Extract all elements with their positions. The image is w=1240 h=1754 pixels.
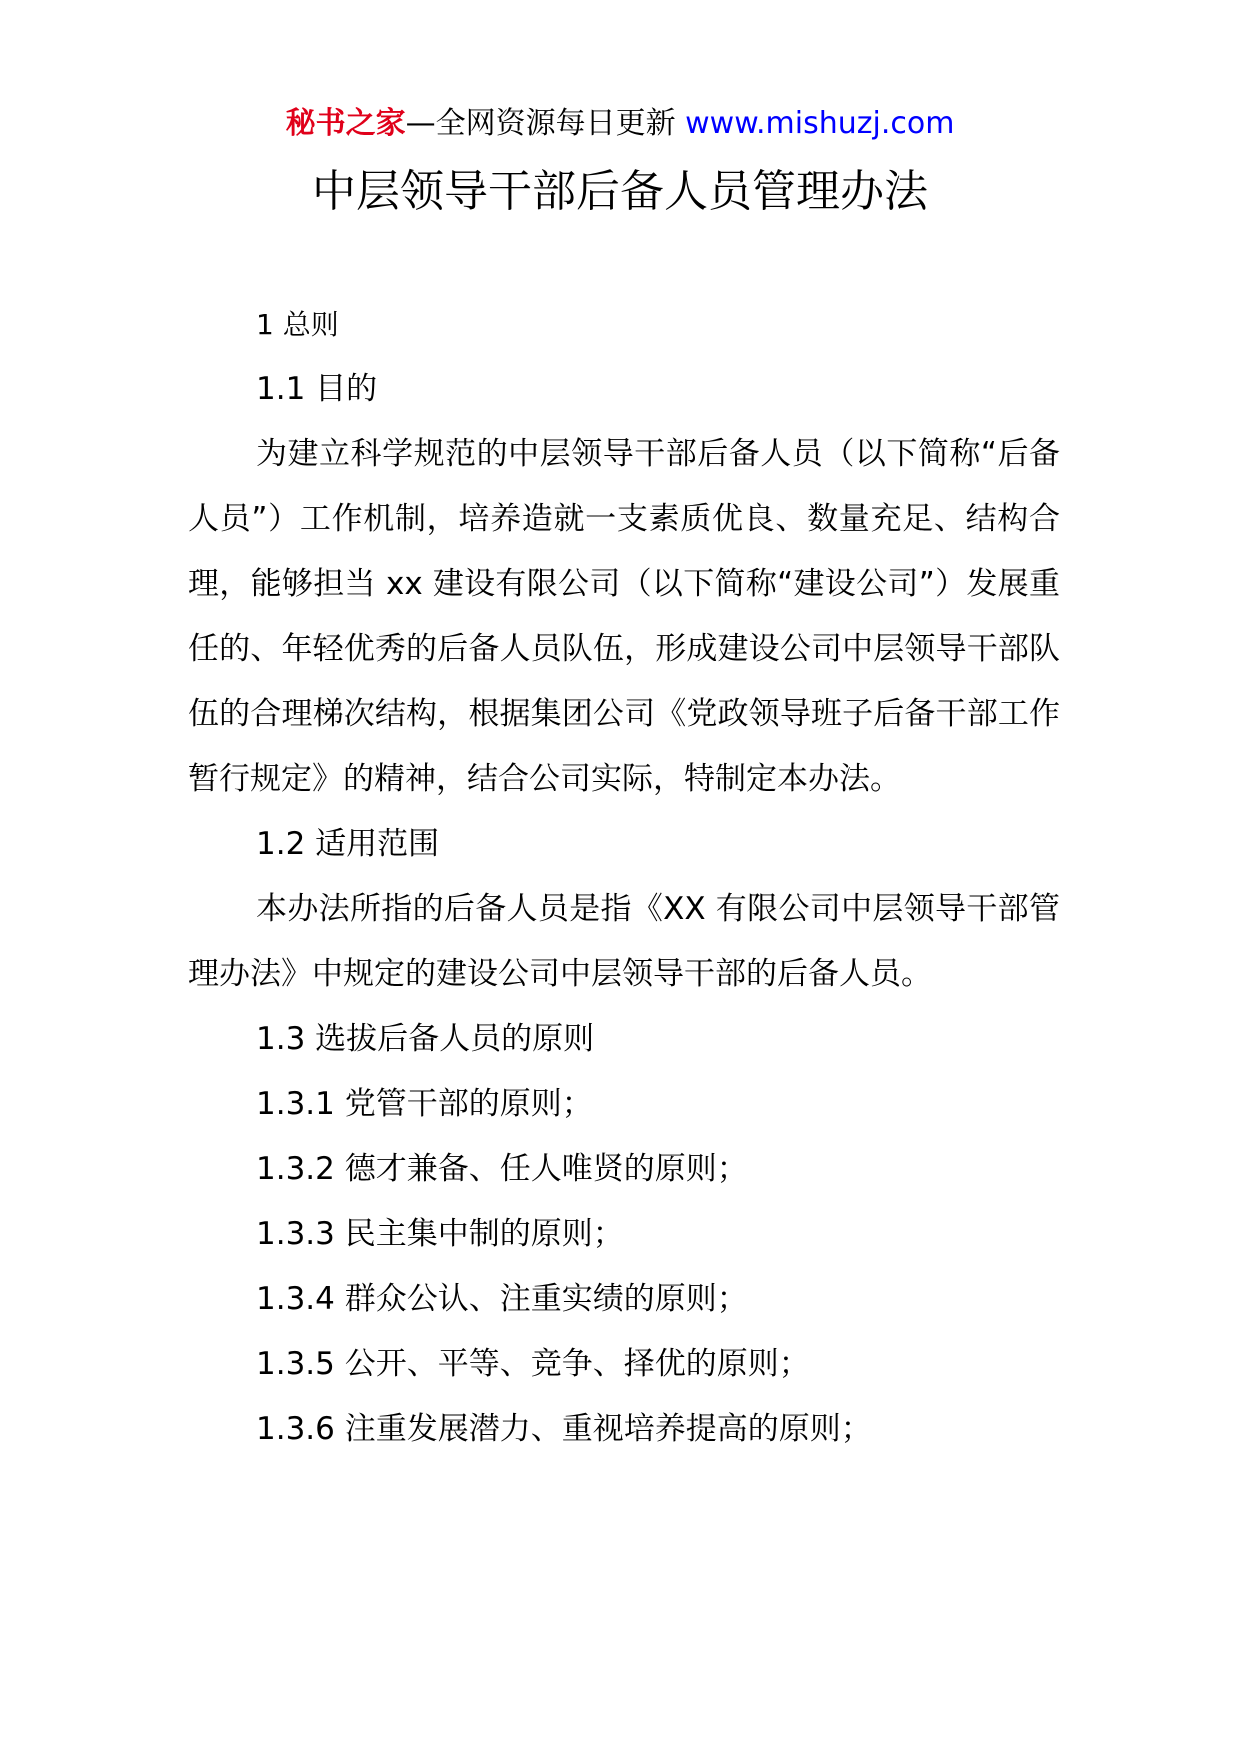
site-url-link[interactable]: www.mishuzj.com: [685, 106, 955, 141]
paragraph-purpose: 为建立科学规范的中层领导干部后备人员（以下简称“后备人员”）工作机制，培养造就一支素质优良、数量充足、结构合理，能够担当 xx 建设有限公司（以下简称“建设公司”）发展重任的、年轻优秀的后备人员队伍，形成建设公司中层领导干部队伍的合理梯次结构，根据集团公司《党政领导班子后备干部工作暂行规定》的精神，结合公司实际，特制定本办法。: [188, 436, 1060, 797]
principle-item: 1.3.6 注重发展潜力、重视培养提高的原则；: [256, 1411, 872, 1447]
section-heading-scope: 1.2 适用范围: [256, 826, 440, 862]
site-slogan: —全网资源每日更新: [405, 106, 676, 141]
document-body: [188, 292, 1060, 1462]
principle-item: 1.3.5 公开、平等、竞争、择优的原则；: [256, 1346, 810, 1382]
site-header: [0, 104, 1240, 144]
principle-item: 1.3.2 德才兼备、任人唯贤的原则；: [256, 1151, 748, 1187]
site-brand: 秘书之家: [285, 106, 406, 141]
document-title: 中层领导干部后备人员管理办法: [312, 166, 928, 217]
section-heading-purpose: 1.1 目的: [256, 371, 378, 407]
principle-item: 1.3.4 群众公认、注重实绩的原则；: [256, 1281, 748, 1317]
section-heading-general: 1 总则: [256, 308, 339, 341]
principle-item: 1.3.3 民主集中制的原则；: [256, 1216, 624, 1252]
principle-item: 1.3.1 党管干部的原则；: [256, 1086, 593, 1122]
section-heading-principles: 1.3 选拔后备人员的原则: [256, 1021, 595, 1057]
paragraph-scope: 本办法所指的后备人员是指《XX 有限公司中层领导干部管理办法》中规定的建设公司中层领导干部的后备人员。: [188, 891, 1060, 992]
